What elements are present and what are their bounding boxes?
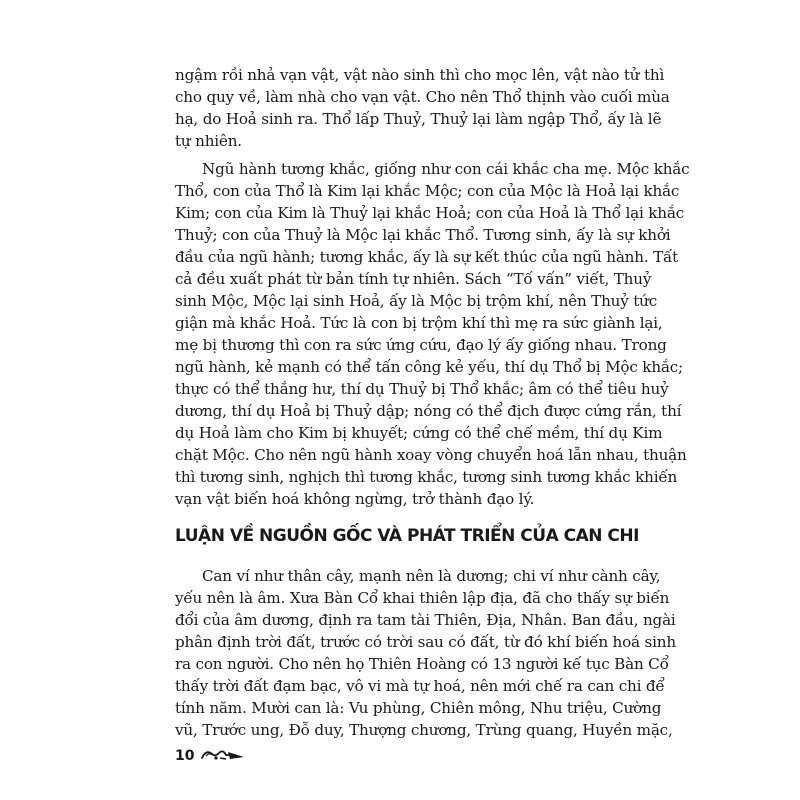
paragraph-2-line-10: ngũ hành, kẻ mạnh có thể tấn công kẻ yếu, thí dụ Thổ bị Mộc khắc; bbox=[175, 358, 683, 376]
paragraph-2-line-3: Kim; con của Kim là Thuỷ lại khắc Hoả; con của Hoả là Thổ lại khắc bbox=[175, 204, 685, 222]
paragraph-3-line-6: thấy trời đất đạm bạc, vô vi mà tự hoá, nên mới chế ra can chi để bbox=[175, 677, 665, 695]
paragraph-3-line-3: đổi của âm dương, định ra tam tài Thiên, Địa, Nhân. Ban đầu, ngài bbox=[175, 611, 676, 629]
paragraph-2-line-11: thực có thể thắng hư, thí dụ Thuỷ bị Thổ khắc; âm có thể tiêu huỷ bbox=[175, 380, 669, 398]
paragraph-2-line-6: cả đều xuất phát từ bản tính tự nhiên. Sách “Tố vấn” viết, Thuỷ bbox=[175, 270, 652, 288]
page-footer bbox=[175, 744, 248, 768]
page-number: 10 bbox=[175, 748, 195, 764]
paragraph-1-line-3: hạ, do Hoả sinh ra. Thổ lấp Thuỷ, Thuỷ lại làm ngập Thổ, ấy là lẽ bbox=[175, 110, 662, 128]
paragraph-1-line-1: ngậm rồi nhả vạn vật, vật nào sinh thì cho mọc lên, vật nào tử thì bbox=[175, 66, 665, 84]
paragraph-1-line-2: cho quy về, làm nhà cho vạn vật. Cho nên Thổ thịnh vào cuối mùa bbox=[175, 88, 670, 106]
paragraph-3-line-8: vũ, Trước ung, Đỗ duy, Thượng chương, Trùng quang, Huyền mặc, bbox=[175, 721, 673, 739]
paragraph-3-line-4: phân định trời đất, trước có trời sau có đất, từ đó khí biến hoá sinh bbox=[175, 633, 676, 651]
paragraph-2-line-4: Thuỷ; con của Thuỷ là Mộc lại khắc Thổ. Tương sinh, ấy là sự khởi bbox=[175, 226, 671, 244]
paragraph-3-line-7: tính năm. Mười can là: Vu phùng, Chiên mông, Nhu triệu, Cường bbox=[175, 699, 662, 717]
paragraph-3-line-5: ra con người. Cho nên họ Thiên Hoàng có 13 người kế tục Bàn Cổ bbox=[175, 655, 669, 673]
paragraph-2-line-1: Ngũ hành tương khắc, giống như con cái khắc cha mẹ. Mộc khắc bbox=[202, 160, 690, 178]
paragraph-2-line-12: dương, thí dụ Hoả bị Thuỷ dập; nóng có thể địch được cứng rắn, thí bbox=[175, 402, 682, 420]
paragraph-3-line-2: yếu nên là âm. Xưa Bàn Cổ khai thiên lập địa, đã cho thấy sự biến bbox=[175, 589, 670, 607]
paragraph-2-line-7: sinh Mộc, Mộc lại sinh Hoả, ấy là Mộc bị trộm khí, nên Thuỷ tức bbox=[175, 292, 658, 310]
ornament-icon bbox=[200, 746, 248, 766]
paragraph-2-line-13: dụ Hoả làm cho Kim bị khuyết; cứng có thể chế mềm, thí dụ Kim bbox=[175, 424, 663, 442]
paragraph-3-line-1: Can ví như thân cây, mạnh nên là dương; chi ví như cành cây, bbox=[202, 567, 661, 585]
section-heading: LUẬN VỀ NGUỒN GỐC VÀ PHÁT TRIỂN CỦA CAN CHI bbox=[175, 526, 639, 546]
paragraph-2-line-15: thì tương sinh, nghịch thì tương khắc, tương sinh tương khắc khiến bbox=[175, 468, 678, 486]
paragraph-2-line-9: mẹ bị thương thì con ra sức ứng cứu, đạo lý ấy giống nhau. Trong bbox=[175, 336, 667, 354]
paragraph-2-line-14: chặt Mộc. Cho nên ngũ hành xoay vòng chuyển hoá lẫn nhau, thuận bbox=[175, 446, 687, 464]
paragraph-2-line-16: vạn vật biến hoá không ngừng, trở thành đạo lý. bbox=[175, 490, 535, 508]
paragraph-2-line-2: Thổ, con của Thổ là Kim lại khắc Mộc; con của Mộc là Hoả lại khắc bbox=[175, 182, 680, 200]
paragraph-2-line-8: giận mà khắc Hoả. Tức là con bị trộm khí thì mẹ ra sức giành lại, bbox=[175, 314, 663, 332]
paragraph-2-line-5: đầu của ngũ hành; tương khắc, ấy là sự kết thúc của ngũ hành. Tất bbox=[175, 248, 679, 266]
paragraph-1-line-4: tự nhiên. bbox=[175, 132, 242, 150]
